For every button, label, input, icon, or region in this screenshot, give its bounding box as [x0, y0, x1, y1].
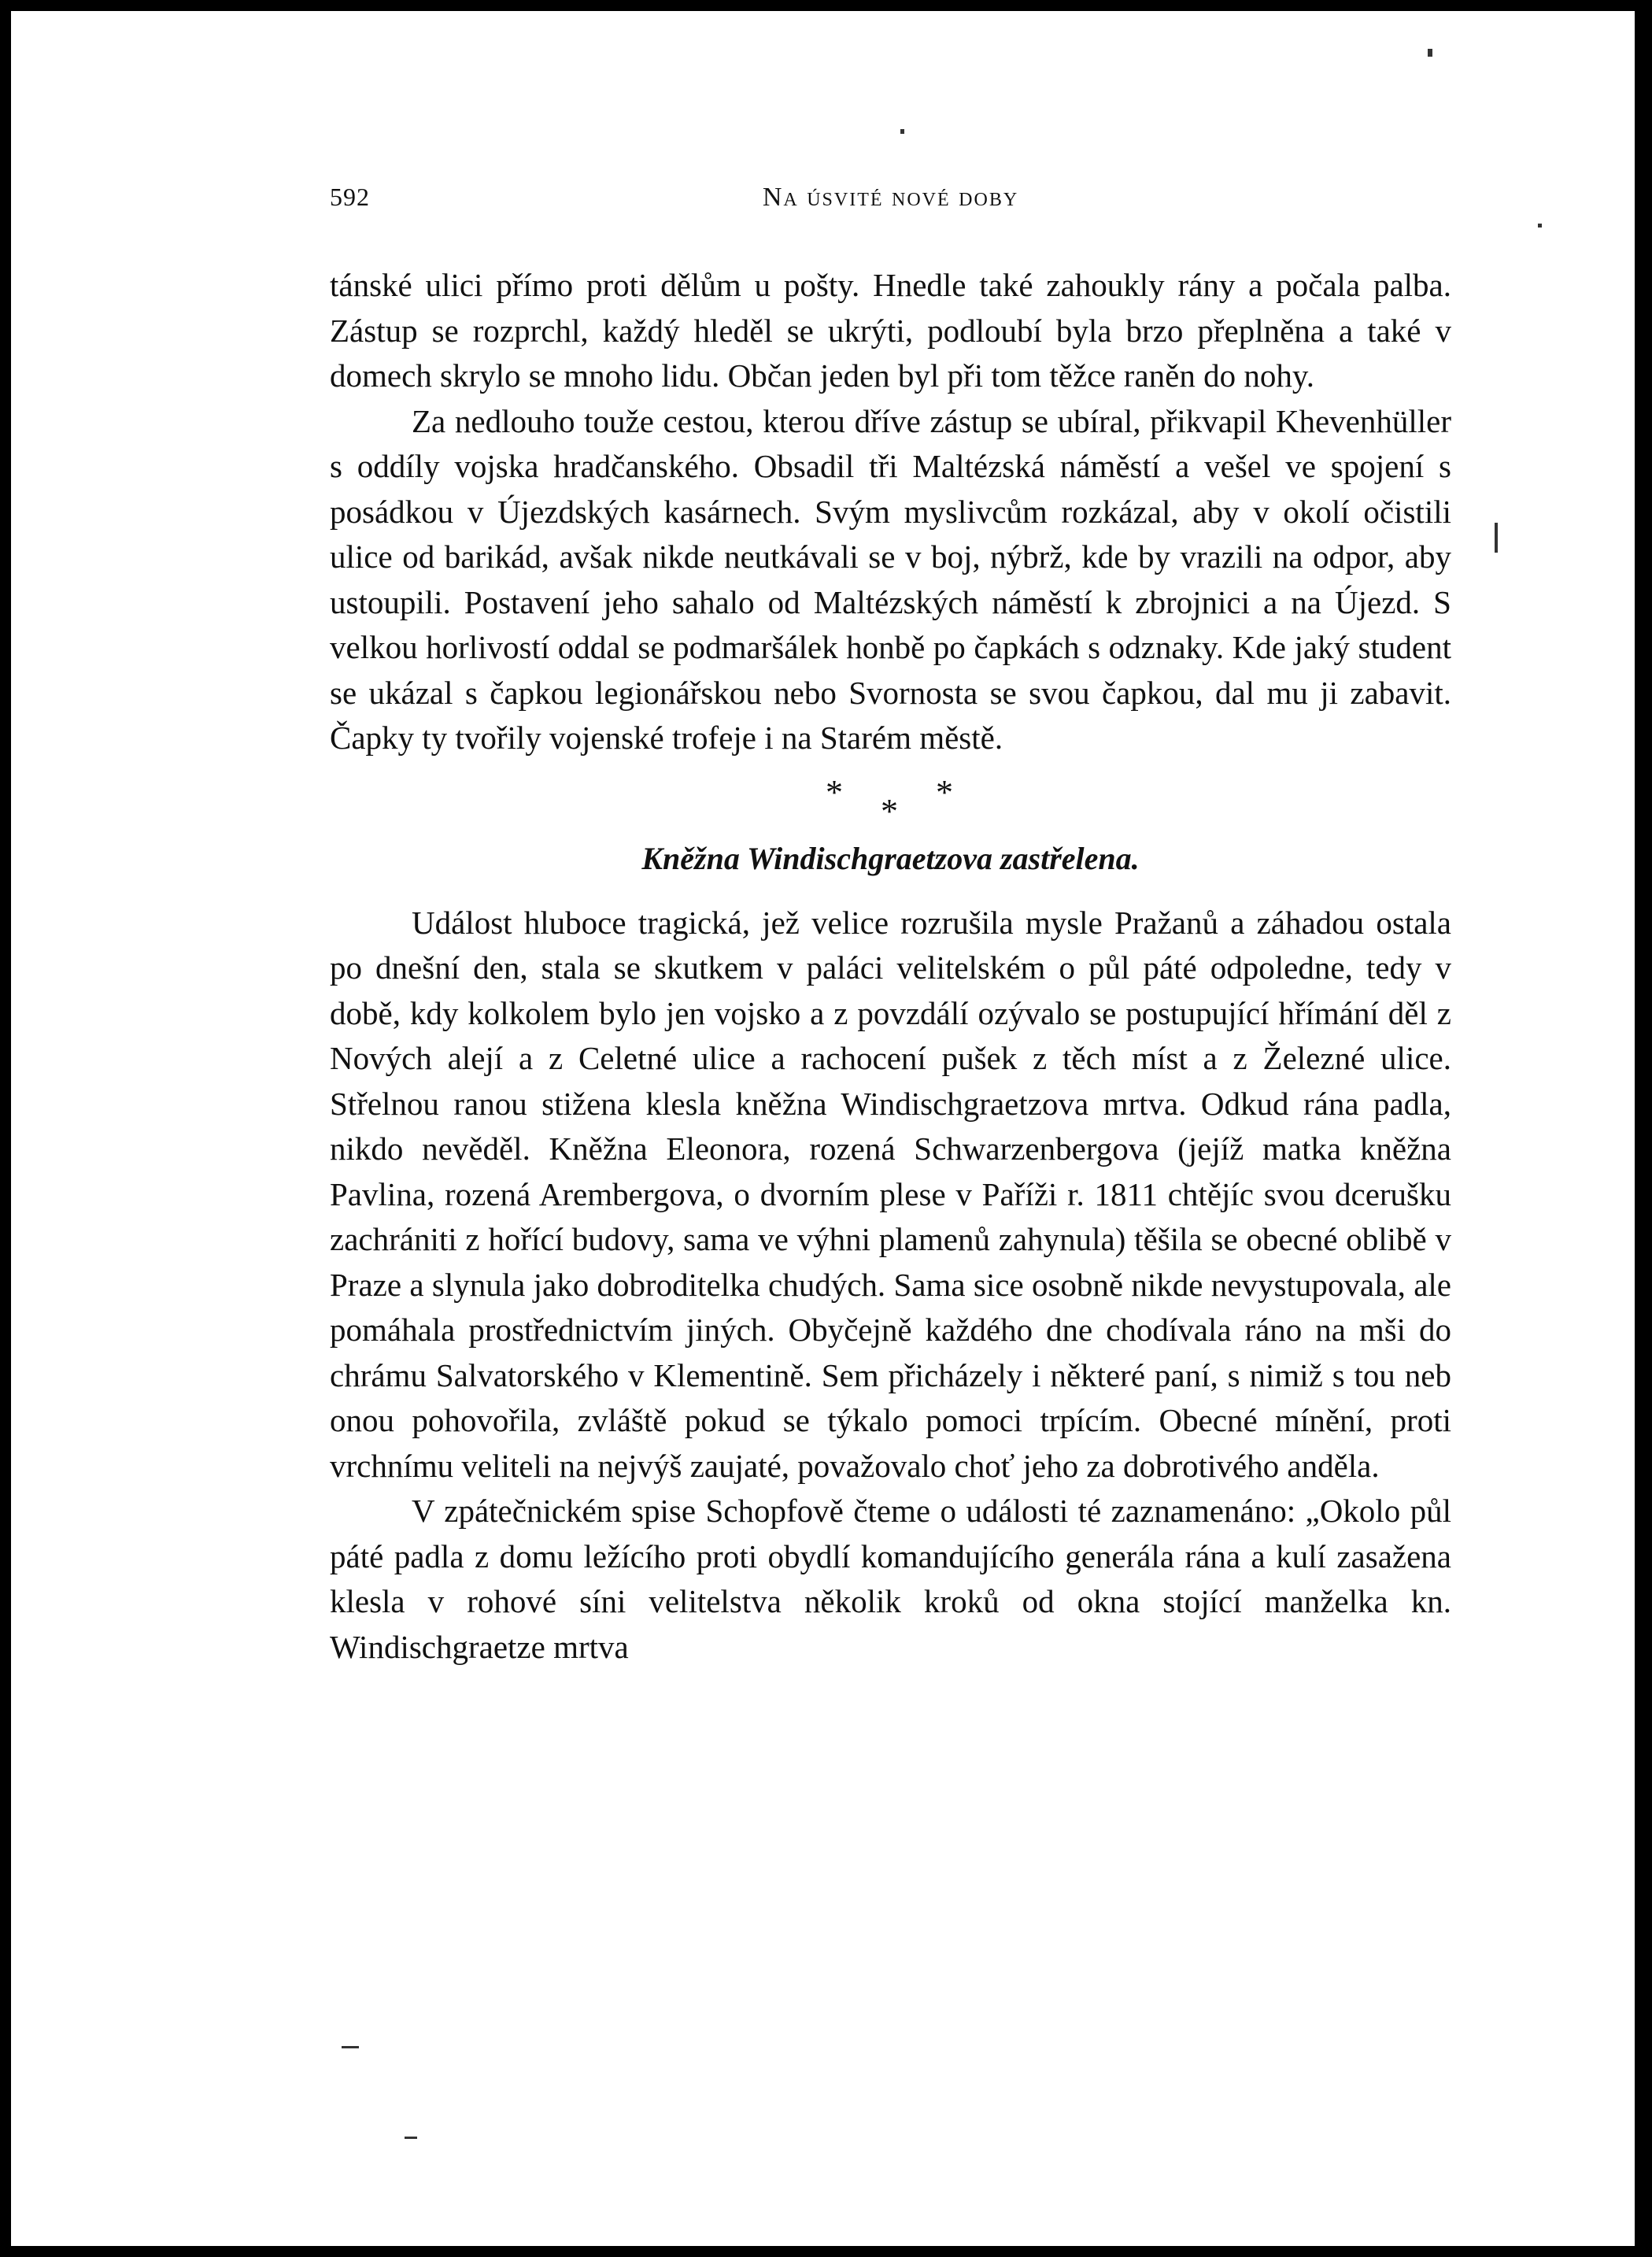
paragraph: V zpátečnickém spise Schopfově čteme o události té zaznamenáno: „Okolo půl páté padla z domu ležícího proti obydlí komandujícího generála rána a kulí zasažena klesla v rohové síni velitelstva několik kroků od okna stojící manželka kn. Windischgraetze mrtva [330, 1493, 1451, 1665]
page-number: 592 [330, 183, 370, 211]
scan-speck [900, 129, 904, 134]
paragraph: Za nedlouho touže cestou, kterou dříve zástup se ubíral, přikvapil Khevenhüller s oddíly vojska hradčanského. Obsadil tři Maltézská náměstí a vešel ve spojení s posádkou v Újezdských kasárnech. Svým myslivcům rozkázal, aby v okolí očistili ulice od barikád, avšak nikde neutkávali se v boj, nýbrž, kde by vrazili na odpor, aby ustoupili. Postavení jeho sahalo od Maltézských náměstí k zbrojnici a na Újezd. S velkou horlivostí oddal se podmaršálek honbě po čapkách s odznaky. Kde jaký student se ukázal s čapkou legionářskou nebo Svornosta se svou čapkou, dal mu ji zabavit. Čapky ty tvořily vojenské trofeje i na Starém městě. [330, 402, 1451, 756]
paragraph: Událost hluboce tragická, jež velice rozrušila mysle Pražanů a záhadou ostala po dnešní den, stala se skutkem v paláci velitelském o půl páté odpoledne, tedy v době, kdy kolkolem bylo jen vojsko a z povzdálí ozývalo se postupující hřímání děl z Nových alejí a z Celetné ulice a rachocení pušek z těch míst a z Železné ulice. Střelnou ranou stižena klesla kněžna Windischgraetzova mrtva. Odkud rána padla, nikdo nevěděl. Kněžna Eleonora, rozená Schwarzenbergova (jejíž matka kněžna Pavlina, rozená Arembergova, o dvorním plese v Paříži r. 1811 chtějíc svou dcerušku zachrániti z hořící budovy, sama ve výhni plamenů zahynula) těšila se obecné oblibě v Praze a slynula jako dobroditelka chudých. Sama sice osobně nikde nevystupovala, ale pomáhala prostřednictvím jiných. Obyčejně každého dne chodívala ráno na mši do chrámu Salvatorského v Klementině. Sem přicházely i některé paní, s nimiž s tou neb onou pohovořila, zvláště pokud se týkalo pomoci trpícím. Obecné mínění, proti vrchnímu veliteli na nejvýš zaujaté, považovalo choť jeho za dobrotivého anděla. [330, 904, 1451, 1484]
scan-speck [405, 2137, 417, 2139]
asterisk-middle: * [881, 791, 898, 831]
scan-speck [1538, 224, 1542, 228]
page-header [330, 183, 1451, 222]
scanned-page [11, 11, 1635, 2246]
asterisk-left: * [826, 772, 843, 812]
scan-speck [1495, 523, 1498, 553]
paragraph-continued: tánské ulici přímo proti dělům u pošty. Hnedle také zahoukly rány a počala palba. Zástup se rozprchl, každý hleděl se ukrýti, podloubí byla brzo přeplněna a také v domech skrylo se mnoho lidu. Občan jeden byl při tom těžce raněn do nohy. [330, 267, 1451, 394]
running-title: Na úsvité nové doby [762, 183, 1019, 212]
body-text [330, 263, 1451, 1670]
scan-speck [1428, 49, 1432, 57]
section-heading: Kněžna Windischgraetzova zastřelena. [641, 840, 1140, 876]
asterisk-right: * [936, 772, 953, 812]
asterism-separator [330, 761, 1451, 836]
section-heading-wrap [330, 836, 1451, 901]
scan-speck [342, 2046, 359, 2048]
